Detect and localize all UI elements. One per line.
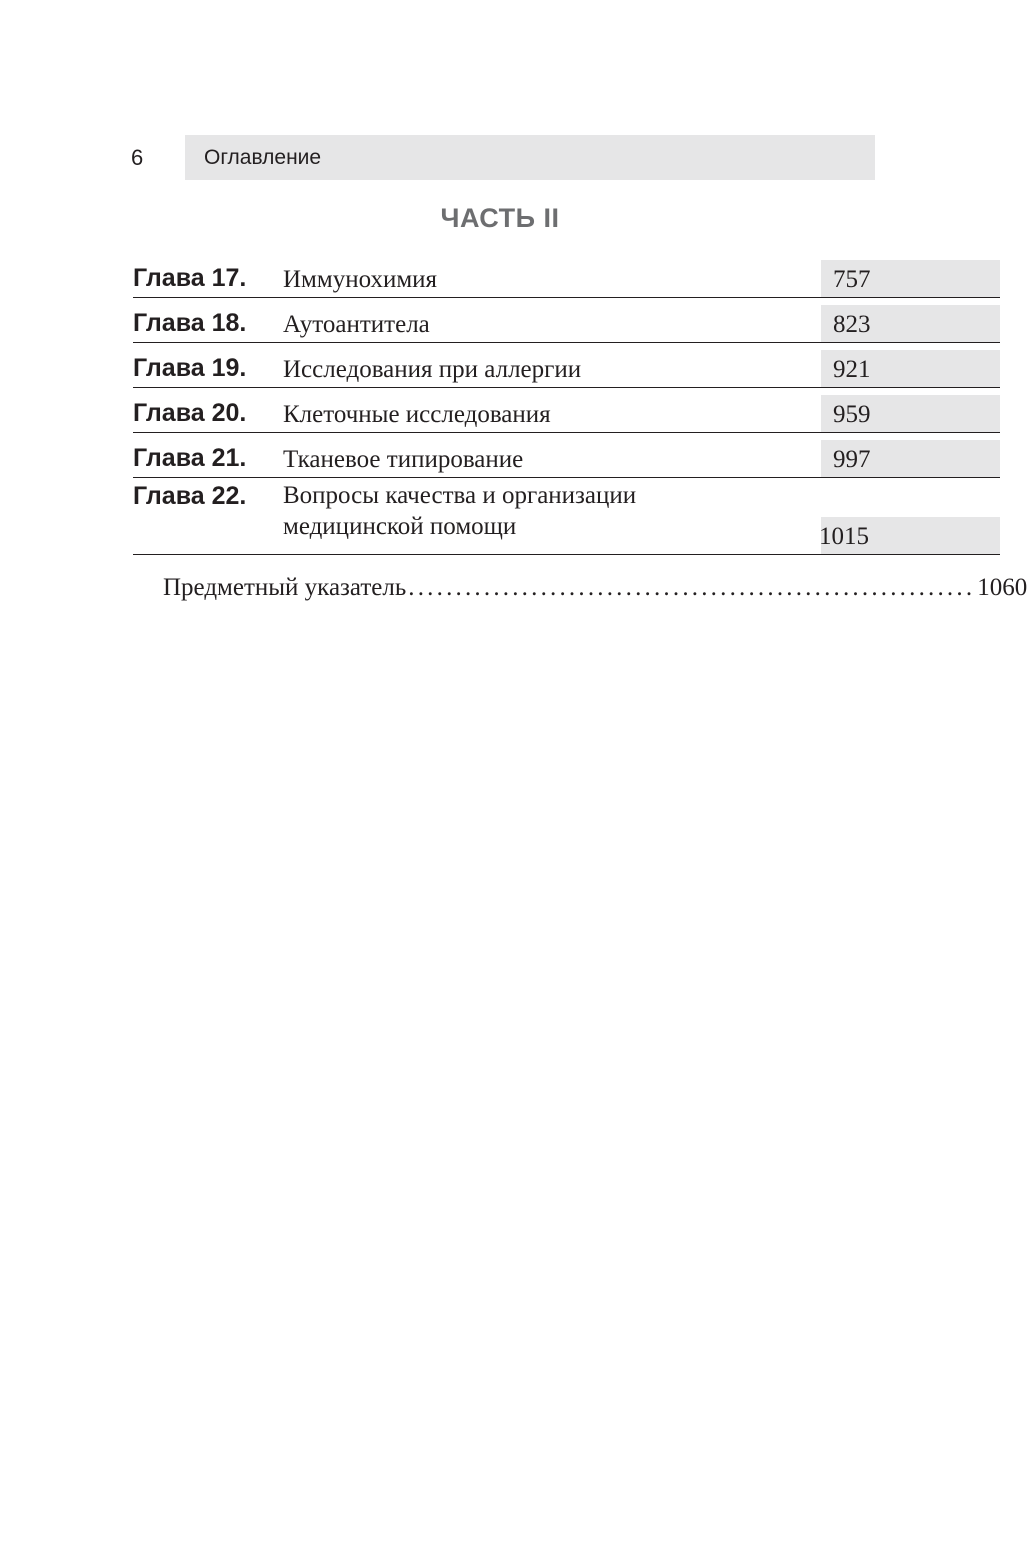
page-number-band bbox=[821, 440, 1000, 477]
chapter-title: Тканевое типирование bbox=[283, 446, 524, 473]
chapter-title-line-2: медицинской помощи bbox=[283, 513, 517, 540]
chapter-title: Иммунохимия bbox=[283, 266, 438, 293]
chapter-label: Глава 21. bbox=[133, 444, 247, 472]
chapter-label: Глава 17. bbox=[133, 264, 247, 292]
dot-leader: ............................................................ bbox=[408, 574, 976, 601]
toc-row-chapter-21[interactable] bbox=[133, 433, 1000, 478]
page-number-band bbox=[821, 260, 1000, 297]
chapter-page-number: 757 bbox=[833, 266, 871, 293]
running-head-title: Оглавление bbox=[204, 146, 322, 169]
toc-row-chapter-20[interactable] bbox=[133, 388, 1000, 433]
chapter-label: Глава 20. bbox=[133, 399, 247, 427]
part-title: ЧАСТЬ II bbox=[440, 203, 560, 233]
running-head-band bbox=[185, 135, 875, 180]
chapter-page-number: 1015 bbox=[819, 523, 869, 550]
chapter-title: Исследования при аллергии bbox=[283, 356, 582, 383]
page-number-band bbox=[821, 305, 1000, 342]
toc-row-chapter-19[interactable] bbox=[133, 343, 1000, 388]
page-number-band bbox=[821, 517, 1000, 554]
chapter-title-line-1: Вопросы качества и организации bbox=[283, 482, 637, 509]
toc-row-chapter-18[interactable] bbox=[133, 298, 1000, 343]
chapter-title: Аутоантитела bbox=[283, 311, 430, 338]
running-head bbox=[0, 135, 1000, 181]
toc-row-chapter-17[interactable] bbox=[133, 253, 1000, 298]
page-number-band bbox=[821, 350, 1000, 387]
index-label: Предметный указатель bbox=[163, 574, 407, 601]
chapter-title: Клеточные исследования bbox=[283, 401, 551, 428]
index-entry[interactable] bbox=[163, 572, 1027, 604]
chapter-label: Глава 22. bbox=[133, 482, 247, 510]
chapter-page-number: 823 bbox=[833, 311, 871, 338]
chapter-title bbox=[283, 480, 636, 542]
chapter-page-number: 997 bbox=[833, 446, 871, 473]
toc-row-chapter-22[interactable] bbox=[133, 478, 1000, 555]
page-number: 6 bbox=[131, 145, 144, 170]
index-page-number: 1060 bbox=[977, 574, 1027, 601]
table-of-contents bbox=[133, 253, 1000, 555]
chapter-page-number: 959 bbox=[833, 401, 871, 428]
chapter-page-number: 921 bbox=[833, 356, 871, 383]
chapter-label: Глава 18. bbox=[133, 309, 247, 337]
page-number-band bbox=[821, 395, 1000, 432]
chapter-label: Глава 19. bbox=[133, 354, 247, 382]
